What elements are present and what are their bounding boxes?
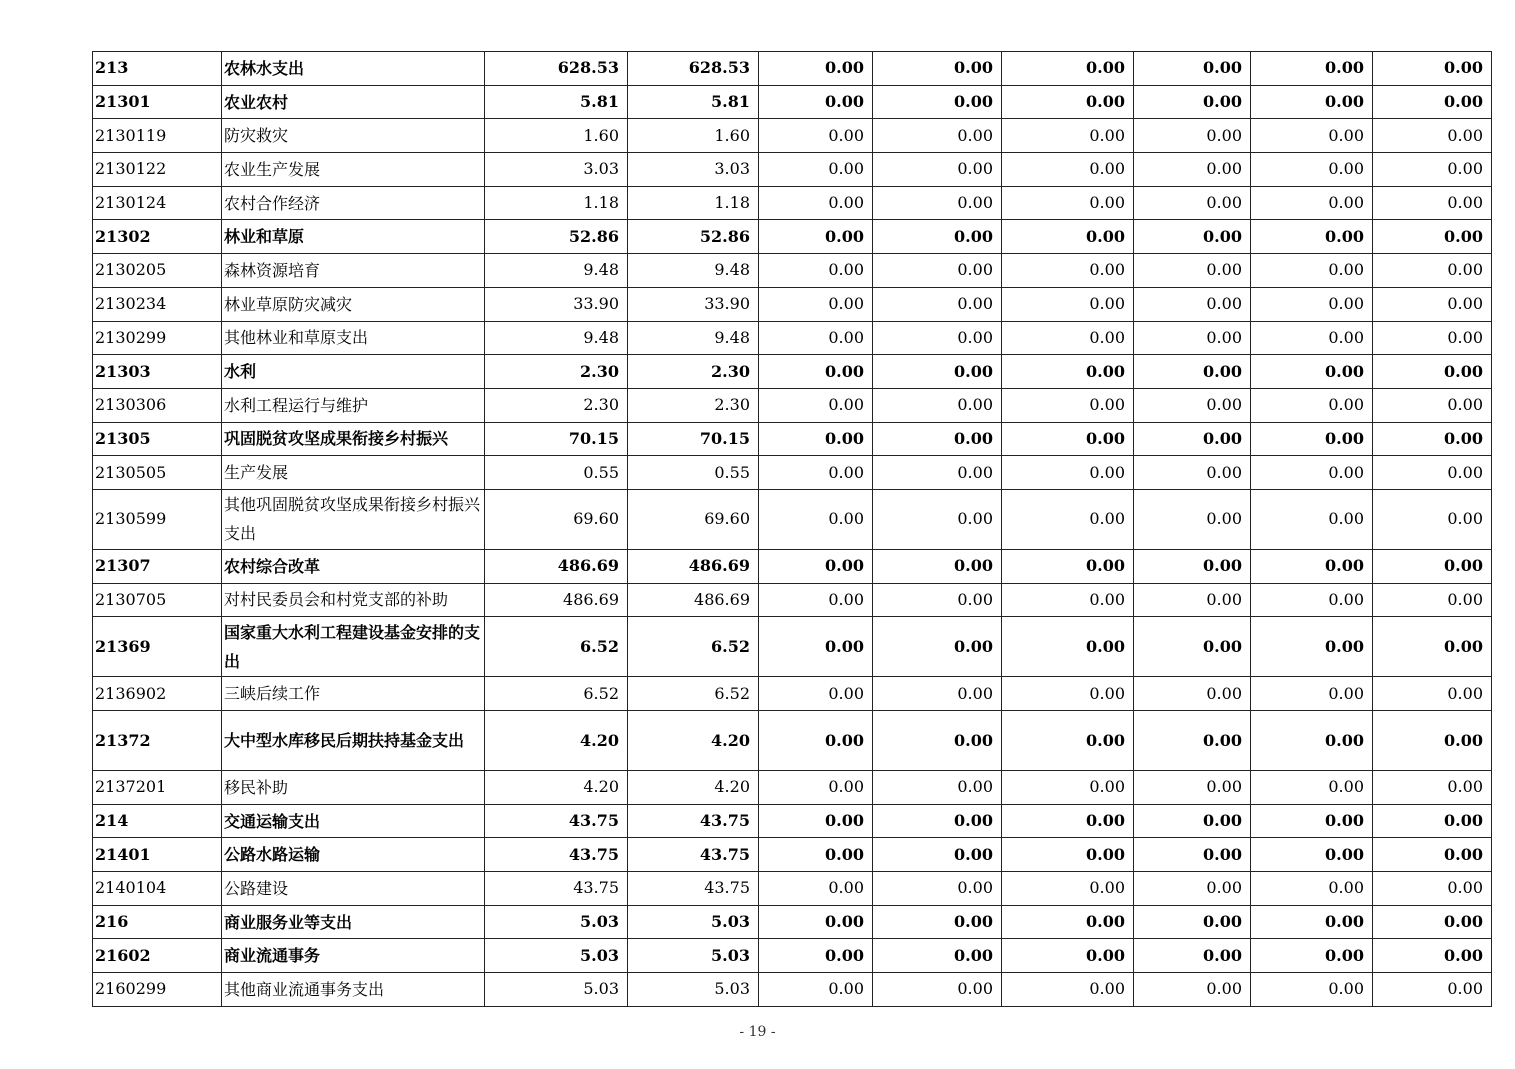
amount-cell: 0.00	[1134, 711, 1251, 771]
account-code-cell: 21307	[93, 549, 222, 583]
table-row	[93, 872, 1492, 906]
amount-cell: 0.00	[1251, 617, 1373, 677]
account-code-cell: 21602	[93, 939, 222, 973]
amount-cell: 43.75	[628, 804, 759, 838]
amount-cell: 0.00	[1373, 711, 1492, 771]
account-name-cell: 商业服务业等支出	[222, 905, 485, 939]
amount-cell: 0.00	[1373, 973, 1492, 1007]
table-row	[93, 939, 1492, 973]
amount-cell: 0.00	[873, 52, 1002, 86]
amount-cell: 0.00	[1002, 771, 1134, 805]
amount-cell: 0.00	[1002, 321, 1134, 355]
amount-cell: 0.00	[1373, 872, 1492, 906]
amount-cell: 5.81	[485, 85, 628, 119]
amount-cell: 0.00	[1002, 905, 1134, 939]
amount-cell: 0.00	[1373, 583, 1492, 617]
amount-cell: 69.60	[485, 489, 628, 549]
amount-cell: 0.00	[1002, 456, 1134, 490]
amount-cell: 0.00	[1251, 973, 1373, 1007]
table-row	[93, 804, 1492, 838]
amount-cell: 0.00	[873, 838, 1002, 872]
amount-cell: 0.00	[873, 254, 1002, 288]
amount-cell: 0.00	[873, 321, 1002, 355]
amount-cell: 6.52	[485, 677, 628, 711]
table-row	[93, 186, 1492, 220]
amount-cell: 2.30	[628, 388, 759, 422]
amount-cell: 9.48	[628, 254, 759, 288]
amount-cell: 9.48	[485, 254, 628, 288]
amount-cell: 0.00	[759, 321, 873, 355]
amount-cell: 0.00	[759, 456, 873, 490]
amount-cell: 5.81	[628, 85, 759, 119]
table-row	[93, 973, 1492, 1007]
amount-cell: 0.00	[1134, 905, 1251, 939]
account-code-cell: 21372	[93, 711, 222, 771]
amount-cell: 0.00	[1002, 489, 1134, 549]
amount-cell: 33.90	[485, 287, 628, 321]
amount-cell: 0.00	[1002, 939, 1134, 973]
amount-cell: 0.00	[1373, 489, 1492, 549]
amount-cell: 0.00	[759, 771, 873, 805]
amount-cell: 486.69	[628, 583, 759, 617]
amount-cell: 6.52	[628, 617, 759, 677]
amount-cell: 0.00	[1251, 321, 1373, 355]
amount-cell: 43.75	[628, 872, 759, 906]
table-row	[93, 52, 1492, 86]
amount-cell: 0.00	[1002, 186, 1134, 220]
table-row	[93, 220, 1492, 254]
amount-cell: 0.00	[1002, 872, 1134, 906]
amount-cell: 3.03	[485, 153, 628, 187]
amount-cell: 0.00	[759, 52, 873, 86]
amount-cell: 5.03	[485, 939, 628, 973]
account-name-cell: 农村合作经济	[222, 186, 485, 220]
amount-cell: 0.00	[1373, 677, 1492, 711]
amount-cell: 0.00	[873, 186, 1002, 220]
amount-cell: 70.15	[485, 422, 628, 456]
amount-cell: 0.00	[1134, 489, 1251, 549]
amount-cell: 0.00	[759, 254, 873, 288]
amount-cell: 0.00	[1002, 287, 1134, 321]
amount-cell: 0.00	[1134, 119, 1251, 153]
table-row	[93, 119, 1492, 153]
amount-cell: 0.00	[1251, 220, 1373, 254]
amount-cell: 0.00	[1134, 677, 1251, 711]
amount-cell: 0.00	[1134, 254, 1251, 288]
amount-cell: 0.00	[1002, 355, 1134, 389]
amount-cell: 0.00	[873, 388, 1002, 422]
amount-cell: 0.00	[1373, 771, 1492, 805]
amount-cell: 0.00	[759, 973, 873, 1007]
amount-cell: 0.00	[1251, 771, 1373, 805]
account-code-cell: 2130234	[93, 287, 222, 321]
amount-cell: 2.30	[485, 355, 628, 389]
amount-cell: 0.00	[1373, 254, 1492, 288]
amount-cell: 486.69	[485, 549, 628, 583]
amount-cell: 0.00	[1002, 583, 1134, 617]
amount-cell: 0.00	[1002, 973, 1134, 1007]
amount-cell: 0.00	[873, 119, 1002, 153]
amount-cell: 0.55	[485, 456, 628, 490]
amount-cell: 0.00	[1251, 388, 1373, 422]
amount-cell: 0.55	[628, 456, 759, 490]
amount-cell: 1.18	[628, 186, 759, 220]
amount-cell: 0.00	[1251, 489, 1373, 549]
amount-cell: 0.00	[873, 287, 1002, 321]
account-name-cell: 移民补助	[222, 771, 485, 805]
account-name-cell: 林业和草原	[222, 220, 485, 254]
amount-cell: 0.00	[873, 617, 1002, 677]
amount-cell: 4.20	[485, 711, 628, 771]
amount-cell: 0.00	[759, 872, 873, 906]
table-row	[93, 388, 1492, 422]
amount-cell: 0.00	[1251, 254, 1373, 288]
account-code-cell: 2130705	[93, 583, 222, 617]
account-code-cell: 2160299	[93, 973, 222, 1007]
table-row	[93, 677, 1492, 711]
amount-cell: 0.00	[1251, 287, 1373, 321]
amount-cell: 0.00	[1373, 186, 1492, 220]
amount-cell: 0.00	[1134, 939, 1251, 973]
amount-cell: 0.00	[873, 422, 1002, 456]
amount-cell: 0.00	[1002, 153, 1134, 187]
amount-cell: 1.60	[628, 119, 759, 153]
amount-cell: 0.00	[873, 583, 1002, 617]
account-code-cell: 216	[93, 905, 222, 939]
amount-cell: 6.52	[628, 677, 759, 711]
amount-cell: 0.00	[1002, 677, 1134, 711]
amount-cell: 0.00	[759, 287, 873, 321]
account-code-cell: 21301	[93, 85, 222, 119]
amount-cell: 0.00	[873, 549, 1002, 583]
amount-cell: 33.90	[628, 287, 759, 321]
amount-cell: 0.00	[759, 388, 873, 422]
account-code-cell: 2130205	[93, 254, 222, 288]
account-name-cell: 农业农村	[222, 85, 485, 119]
amount-cell: 0.00	[1373, 939, 1492, 973]
amount-cell: 0.00	[1002, 52, 1134, 86]
amount-cell: 0.00	[1134, 838, 1251, 872]
amount-cell: 0.00	[1134, 617, 1251, 677]
amount-cell: 0.00	[1002, 804, 1134, 838]
amount-cell: 9.48	[628, 321, 759, 355]
table-row	[93, 583, 1492, 617]
table-row	[93, 153, 1492, 187]
amount-cell: 0.00	[873, 220, 1002, 254]
amount-cell: 0.00	[1251, 355, 1373, 389]
table-row	[93, 321, 1492, 355]
account-code-cell: 2130599	[93, 489, 222, 549]
budget-table	[92, 51, 1492, 1007]
amount-cell: 0.00	[1373, 422, 1492, 456]
amount-cell: 0.00	[759, 422, 873, 456]
table-row	[93, 489, 1492, 549]
amount-cell: 0.00	[1251, 186, 1373, 220]
amount-cell: 43.75	[485, 838, 628, 872]
account-code-cell: 2130119	[93, 119, 222, 153]
amount-cell: 52.86	[628, 220, 759, 254]
amount-cell: 0.00	[1251, 711, 1373, 771]
amount-cell: 0.00	[1134, 872, 1251, 906]
table-row	[93, 355, 1492, 389]
table-row	[93, 905, 1492, 939]
amount-cell: 0.00	[873, 153, 1002, 187]
table-row	[93, 617, 1492, 677]
amount-cell: 0.00	[759, 153, 873, 187]
table-row	[93, 838, 1492, 872]
account-name-cell: 其他商业流通事务支出	[222, 973, 485, 1007]
amount-cell: 0.00	[1373, 355, 1492, 389]
amount-cell: 0.00	[1373, 456, 1492, 490]
amount-cell: 0.00	[1134, 973, 1251, 1007]
amount-cell: 0.00	[1002, 388, 1134, 422]
table-row	[93, 254, 1492, 288]
amount-cell: 0.00	[1373, 321, 1492, 355]
account-name-cell: 农业生产发展	[222, 153, 485, 187]
account-name-cell: 商业流通事务	[222, 939, 485, 973]
account-code-cell: 2130505	[93, 456, 222, 490]
table-row	[93, 456, 1492, 490]
amount-cell: 0.00	[1002, 422, 1134, 456]
table-row	[93, 287, 1492, 321]
amount-cell: 0.00	[873, 973, 1002, 1007]
account-code-cell: 2140104	[93, 872, 222, 906]
amount-cell: 0.00	[873, 711, 1002, 771]
amount-cell: 6.52	[485, 617, 628, 677]
amount-cell: 43.75	[485, 804, 628, 838]
amount-cell: 2.30	[485, 388, 628, 422]
amount-cell: 0.00	[1251, 153, 1373, 187]
account-name-cell: 大中型水库移民后期扶持基金支出	[222, 711, 485, 771]
table-body	[93, 52, 1492, 1007]
account-name-cell: 农村综合改革	[222, 549, 485, 583]
amount-cell: 0.00	[759, 583, 873, 617]
account-code-cell: 21401	[93, 838, 222, 872]
amount-cell: 0.00	[1373, 153, 1492, 187]
amount-cell: 0.00	[873, 85, 1002, 119]
amount-cell: 0.00	[759, 838, 873, 872]
amount-cell: 3.03	[628, 153, 759, 187]
account-name-cell: 生产发展	[222, 456, 485, 490]
amount-cell: 0.00	[1251, 549, 1373, 583]
account-name-cell: 其他巩固脱贫攻坚成果衔接乡村振兴支出	[222, 489, 485, 549]
amount-cell: 0.00	[873, 355, 1002, 389]
amount-cell: 0.00	[1251, 52, 1373, 86]
amount-cell: 43.75	[485, 872, 628, 906]
amount-cell: 0.00	[1251, 804, 1373, 838]
account-code-cell: 21305	[93, 422, 222, 456]
amount-cell: 0.00	[1002, 549, 1134, 583]
amount-cell: 70.15	[628, 422, 759, 456]
amount-cell: 0.00	[873, 804, 1002, 838]
amount-cell: 486.69	[628, 549, 759, 583]
amount-cell: 0.00	[1373, 220, 1492, 254]
amount-cell: 0.00	[759, 905, 873, 939]
amount-cell: 0.00	[1251, 85, 1373, 119]
amount-cell: 0.00	[1251, 677, 1373, 711]
account-name-cell: 其他林业和草原支出	[222, 321, 485, 355]
amount-cell: 5.03	[485, 973, 628, 1007]
table-row	[93, 549, 1492, 583]
amount-cell: 0.00	[1373, 549, 1492, 583]
amount-cell: 0.00	[759, 677, 873, 711]
amount-cell: 0.00	[873, 939, 1002, 973]
amount-cell: 69.60	[628, 489, 759, 549]
amount-cell: 0.00	[1373, 838, 1492, 872]
amount-cell: 0.00	[1134, 388, 1251, 422]
amount-cell: 5.03	[485, 905, 628, 939]
amount-cell: 0.00	[1134, 220, 1251, 254]
amount-cell: 4.20	[485, 771, 628, 805]
amount-cell: 0.00	[1134, 804, 1251, 838]
account-name-cell: 农林水支出	[222, 52, 485, 86]
amount-cell: 0.00	[1002, 85, 1134, 119]
account-code-cell: 2130124	[93, 186, 222, 220]
amount-cell: 1.60	[485, 119, 628, 153]
amount-cell: 0.00	[873, 771, 1002, 805]
amount-cell: 0.00	[1134, 153, 1251, 187]
amount-cell: 0.00	[1134, 186, 1251, 220]
account-code-cell: 214	[93, 804, 222, 838]
account-code-cell: 2130306	[93, 388, 222, 422]
account-name-cell: 林业草原防灾减灾	[222, 287, 485, 321]
amount-cell: 1.18	[485, 186, 628, 220]
account-code-cell: 21302	[93, 220, 222, 254]
amount-cell: 0.00	[1251, 119, 1373, 153]
amount-cell: 0.00	[759, 489, 873, 549]
amount-cell: 0.00	[1134, 583, 1251, 617]
amount-cell: 0.00	[1251, 939, 1373, 973]
amount-cell: 0.00	[1251, 456, 1373, 490]
amount-cell: 0.00	[759, 617, 873, 677]
amount-cell: 0.00	[1134, 287, 1251, 321]
amount-cell: 5.03	[628, 939, 759, 973]
table-row	[93, 85, 1492, 119]
account-name-cell: 国家重大水利工程建设基金安排的支出	[222, 617, 485, 677]
account-code-cell: 2137201	[93, 771, 222, 805]
amount-cell: 0.00	[759, 220, 873, 254]
account-code-cell: 2130299	[93, 321, 222, 355]
account-name-cell: 水利	[222, 355, 485, 389]
amount-cell: 43.75	[628, 838, 759, 872]
amount-cell: 0.00	[759, 355, 873, 389]
page-number: - 19 -	[739, 1024, 776, 1040]
amount-cell: 0.00	[1373, 617, 1492, 677]
amount-cell: 0.00	[1002, 254, 1134, 288]
amount-cell: 0.00	[1002, 220, 1134, 254]
amount-cell: 0.00	[1134, 549, 1251, 583]
amount-cell: 628.53	[628, 52, 759, 86]
table-row	[93, 422, 1492, 456]
amount-cell: 0.00	[1002, 711, 1134, 771]
amount-cell: 0.00	[1251, 872, 1373, 906]
amount-cell: 0.00	[1002, 838, 1134, 872]
amount-cell: 0.00	[759, 85, 873, 119]
account-code-cell: 21303	[93, 355, 222, 389]
amount-cell: 0.00	[1134, 771, 1251, 805]
amount-cell: 0.00	[1134, 355, 1251, 389]
account-name-cell: 三峡后续工作	[222, 677, 485, 711]
amount-cell: 0.00	[1373, 52, 1492, 86]
amount-cell: 0.00	[1373, 905, 1492, 939]
amount-cell: 0.00	[759, 186, 873, 220]
amount-cell: 0.00	[759, 711, 873, 771]
account-name-cell: 水利工程运行与维护	[222, 388, 485, 422]
amount-cell: 4.20	[628, 711, 759, 771]
account-name-cell: 森林资源培育	[222, 254, 485, 288]
amount-cell: 0.00	[759, 549, 873, 583]
amount-cell: 486.69	[485, 583, 628, 617]
amount-cell: 0.00	[1251, 838, 1373, 872]
amount-cell: 0.00	[873, 905, 1002, 939]
amount-cell: 0.00	[1251, 583, 1373, 617]
amount-cell: 2.30	[628, 355, 759, 389]
amount-cell: 0.00	[1373, 85, 1492, 119]
amount-cell: 0.00	[873, 489, 1002, 549]
amount-cell: 4.20	[628, 771, 759, 805]
amount-cell: 0.00	[1373, 388, 1492, 422]
amount-cell: 52.86	[485, 220, 628, 254]
account-name-cell: 交通运输支出	[222, 804, 485, 838]
account-name-cell: 公路水路运输	[222, 838, 485, 872]
account-code-cell: 2130122	[93, 153, 222, 187]
amount-cell: 0.00	[1373, 287, 1492, 321]
table-row	[93, 711, 1492, 771]
account-name-cell: 巩固脱贫攻坚成果衔接乡村振兴	[222, 422, 485, 456]
amount-cell: 0.00	[759, 939, 873, 973]
amount-cell: 0.00	[759, 804, 873, 838]
account-name-cell: 对村民委员会和村党支部的补助	[222, 583, 485, 617]
amount-cell: 0.00	[1134, 85, 1251, 119]
amount-cell: 0.00	[1134, 422, 1251, 456]
amount-cell: 9.48	[485, 321, 628, 355]
amount-cell: 0.00	[759, 119, 873, 153]
amount-cell: 0.00	[1373, 804, 1492, 838]
amount-cell: 5.03	[628, 973, 759, 1007]
amount-cell: 0.00	[1002, 617, 1134, 677]
amount-cell: 0.00	[873, 456, 1002, 490]
amount-cell: 0.00	[1134, 456, 1251, 490]
account-code-cell: 21369	[93, 617, 222, 677]
table-row	[93, 771, 1492, 805]
amount-cell: 0.00	[873, 872, 1002, 906]
account-code-cell: 2136902	[93, 677, 222, 711]
amount-cell: 0.00	[1002, 119, 1134, 153]
amount-cell: 5.03	[628, 905, 759, 939]
amount-cell: 0.00	[1134, 52, 1251, 86]
account-code-cell: 213	[93, 52, 222, 86]
account-name-cell: 公路建设	[222, 872, 485, 906]
account-name-cell: 防灾救灾	[222, 119, 485, 153]
amount-cell: 0.00	[1373, 119, 1492, 153]
amount-cell: 0.00	[1251, 422, 1373, 456]
amount-cell: 0.00	[1134, 321, 1251, 355]
amount-cell: 0.00	[1251, 905, 1373, 939]
amount-cell: 0.00	[873, 677, 1002, 711]
amount-cell: 628.53	[485, 52, 628, 86]
